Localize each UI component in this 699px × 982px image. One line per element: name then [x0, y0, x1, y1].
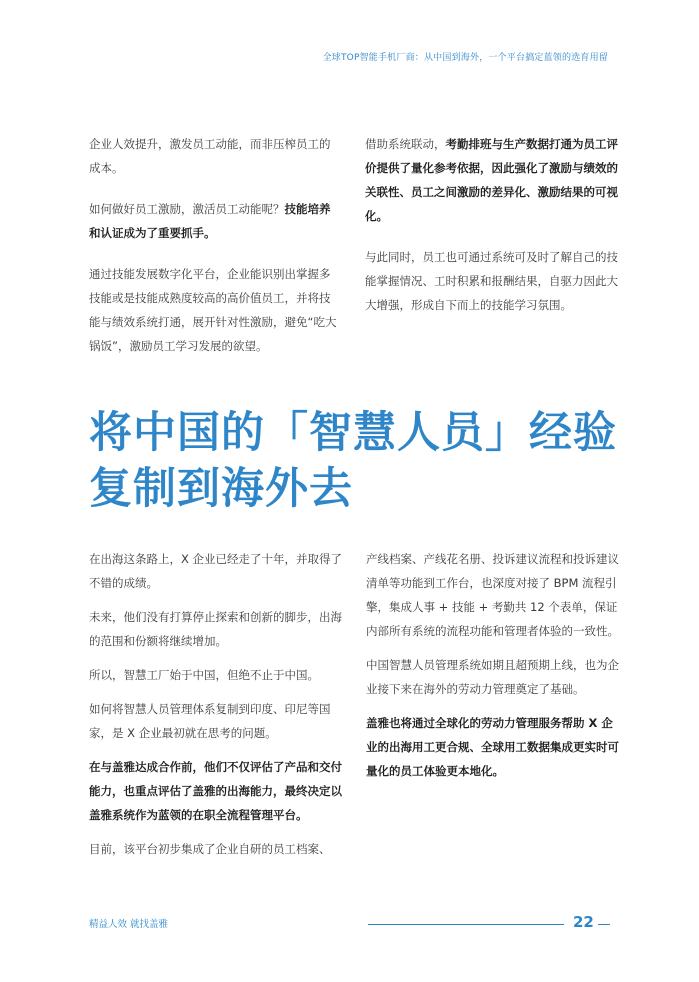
paragraph: 所以，智慧工厂始于中国，但绝不止于中国。 — [89, 668, 319, 682]
paragraph: 如何将智慧人员管理体系复制到印度、印尼等国家，是 X 企业最初就在思考的问题。 — [89, 702, 331, 740]
paragraph — [89, 197, 341, 245]
paragraph: 中国智慧人员管理系统如期且超预期上线，也为企业接下来在海外的劳动力管理奠定了基础。 — [366, 658, 619, 696]
paragraph-emphasis: 在与盖雅达成合作前，他们不仅评估了产品和交付能力，也重点评估了盖雅的出海能力，最终决定以盖雅系统作为蓝领的在职全流程管理平台。 — [89, 760, 342, 822]
top-right-column — [365, 132, 620, 334]
paragraph: 在出海这条路上，X 企业已经走了十年，并取得了不错的成绩。 — [89, 552, 343, 590]
footer-slogan: 精益人效 就找盖雅 — [89, 919, 169, 930]
footer-divider — [368, 924, 564, 925]
bottom-left-column — [89, 547, 343, 871]
paragraph-text: 借助系统联动， — [365, 137, 446, 151]
section-title-line-2: 复制到海外去 — [89, 464, 353, 514]
running-header: 全球TOP智能手机厂商：从中国到海外，一个平台搞定蓝领的选育用留 — [322, 53, 608, 63]
page-number: 22 — [573, 913, 594, 931]
paragraph-emphasis: 技能培养和认证成为了重要抓手。 — [89, 202, 331, 240]
paragraph: 通过技能发展数字化平台，企业能识别出掌握多技能或是技能成熟度较高的高价值员工，并将技能与绩效系统打通，展开针对性激励，避免“吃大锅饭”，激励员工学习发展的欲望。 — [89, 267, 337, 353]
paragraph-emphasis: 考勤排班与生产数据打通为员工评价提供了量化参考依据，因此强化了激励与绩效的关联性、员工之间激励的差异化、激励结果的可视化。 — [365, 137, 618, 223]
paragraph: 企业人效提升，激发员工动能，而非压榨员工的成本。 — [89, 137, 331, 175]
paragraph: 目前，该平台初步集成了企业自研的员工档案、 — [89, 842, 331, 856]
paragraph: 与此同时，员工也可通过系统可及时了解自己的技能掌握情况、工时积累和报酬结果，自驱力因此大大增强，形成自下而上的技能学习氛围。 — [365, 250, 618, 312]
paragraph-text: 如何做好员工激励，激活员工动能呢？ — [89, 202, 285, 216]
paragraph-emphasis: 盖雅也将通过全球化的劳动力管理服务帮助 X 企业的出海用工更合规、全球用工数据集成更实时可量化的员工体验更本地化。 — [366, 716, 619, 778]
paragraph: 未来，他们没有打算停止探索和创新的脚步，出海的范围和份额将继续增加。 — [89, 610, 342, 648]
top-left-column — [89, 132, 341, 375]
section-title-line-1: 将中国的「智慧人员」经验 — [89, 408, 617, 458]
paragraph: 产线档案、产线花名册、投诉建议流程和投诉建议清单等功能到工作台，也深度对接了 BPM 流程引擎，集成人事 + 技能 + 考勤共 12 个表单，保证内部所有系统的流程功能和管理者体验的一致性。 — [366, 552, 619, 638]
footer-divider-end — [598, 924, 610, 925]
bottom-right-column — [366, 547, 620, 793]
section-title — [89, 405, 649, 517]
paragraph — [365, 132, 620, 228]
